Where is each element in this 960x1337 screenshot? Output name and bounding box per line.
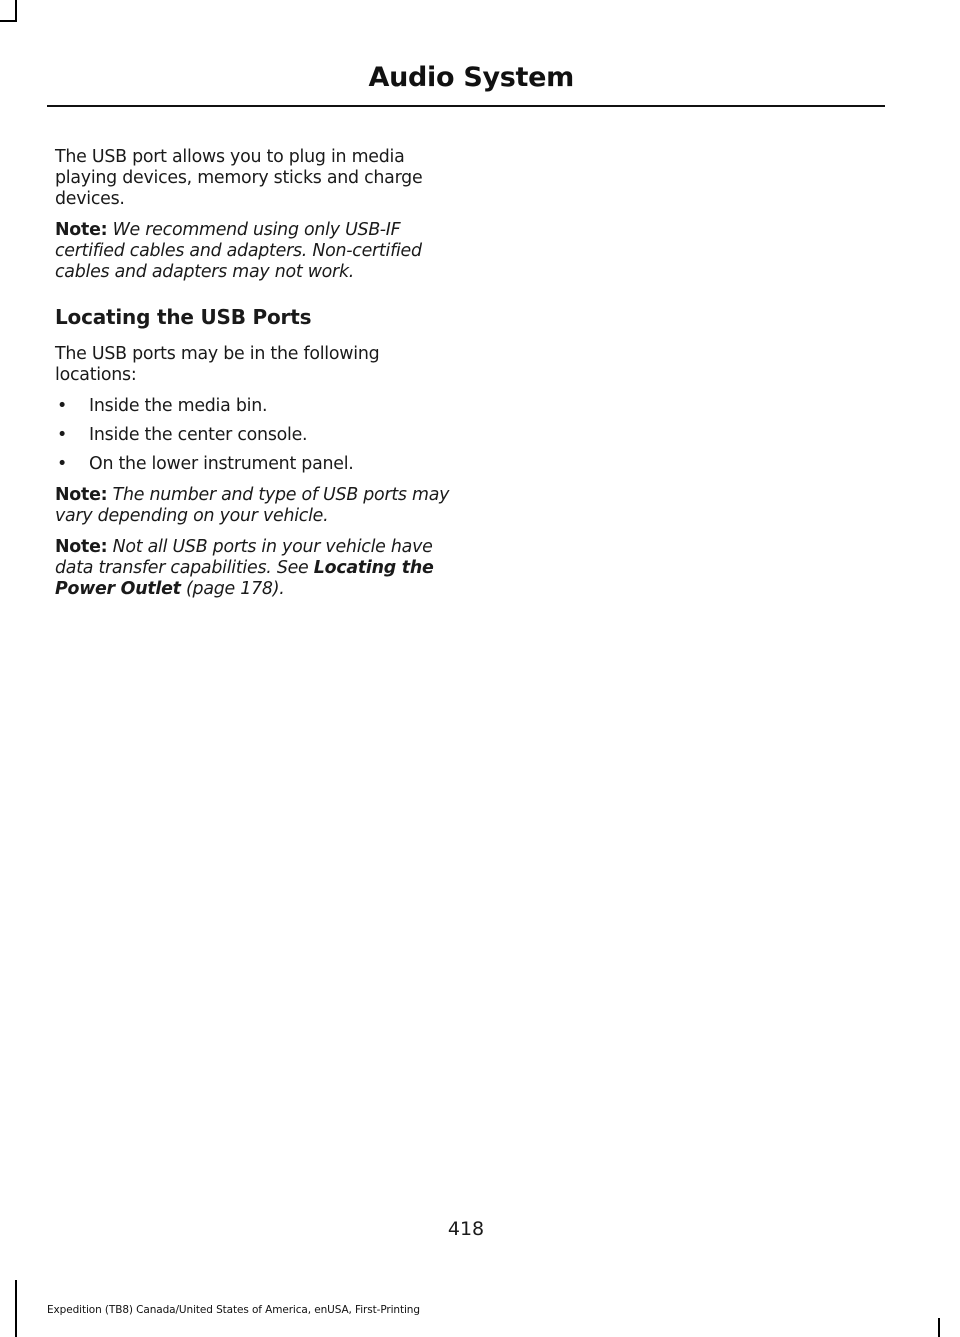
list-item-text: Inside the center console. [89, 425, 308, 445]
note-text: Not all USB ports in your vehicle have data transfer capabilities. See [55, 537, 433, 578]
bullet-icon: • [57, 454, 68, 474]
header-rule [47, 105, 885, 107]
note-text: We recommend using only USB-IF certified cables and adapters. Non-certified cables and adapters may not work. [55, 220, 422, 282]
crop-mark-top-left-horizontal [0, 20, 17, 22]
crop-mark-right-vertical [938, 1318, 940, 1337]
crop-mark-bottom-left [15, 1280, 17, 1337]
subheading-locating-usb-ports: Locating the USB Ports [55, 305, 312, 329]
note-recommend-cables [55, 220, 450, 283]
intro-paragraph: The USB port allows you to plug in media playing devices, memory sticks and charge devices. [55, 147, 423, 209]
note-label: Note: [55, 485, 108, 505]
list-item [55, 425, 450, 446]
note-text: The number and type of USB ports may vary depending on your vehicle. [55, 485, 450, 526]
note-data-transfer [55, 537, 450, 600]
list-item [55, 454, 450, 475]
note-label: Note: [55, 220, 108, 240]
locations-list [55, 396, 450, 475]
content-column [55, 147, 450, 610]
section-title: Audio System [368, 62, 574, 93]
list-item-text: Inside the media bin. [89, 396, 268, 416]
page-number: 418 [447, 1218, 485, 1240]
footer-publication: Expedition (TB8) Canada/United States of America, enUSA, First-Printing [47, 1304, 420, 1316]
bullet-icon: • [57, 396, 68, 416]
note-usb-ports-vary [55, 485, 450, 527]
note-label: Note: [55, 537, 108, 557]
locations-intro: The USB ports may be in the following locations: [55, 344, 380, 385]
bullet-icon: • [57, 425, 68, 445]
page-reference: (page 178). [186, 579, 285, 599]
cross-reference-link[interactable]: Locating the Power Outlet [55, 558, 434, 599]
list-item [55, 396, 450, 417]
crop-mark-top-left-vertical [15, 0, 17, 22]
list-item-text: On the lower instrument panel. [89, 454, 354, 474]
